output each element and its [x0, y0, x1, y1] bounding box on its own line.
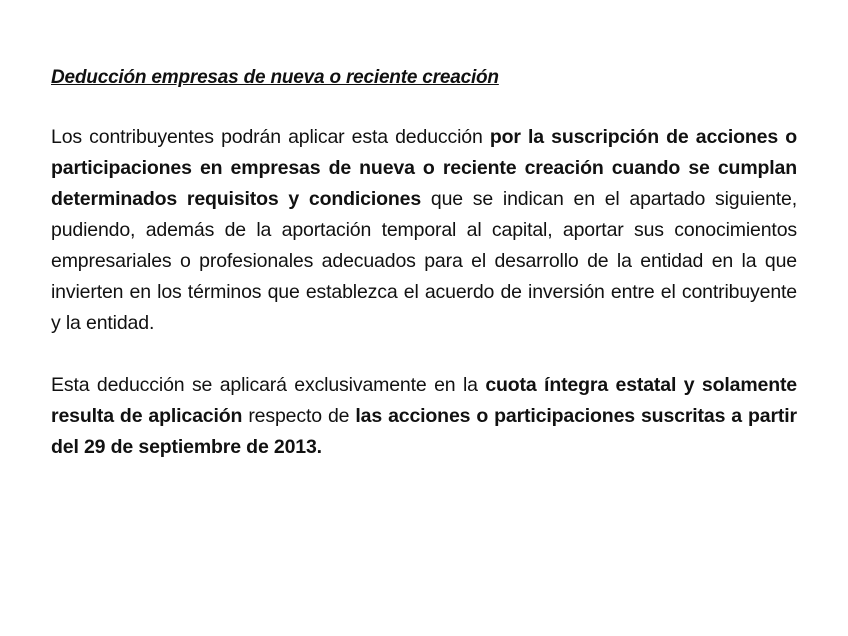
- paragraph1-text-rest: que se indican en el apartado siguiente, pudiendo, además de la aportación temporal al capital, aportar sus conocimientos empresariales o profesionales adecuados para el desarrollo de la entidad en la que invierten en los términos que establezca el acuerdo de inversión entre el contribuyente y la entidad.: [51, 188, 797, 334]
- paragraph2-text-intro: Esta deducción se aplicará exclusivamente en la: [51, 374, 486, 396]
- document-title: Deducción empresas de nueva o reciente creación: [51, 67, 499, 88]
- document-page: [51, 64, 797, 463]
- paragraph1-text-intro: Los contribuyentes podrán aplicar esta deducción: [51, 126, 490, 148]
- paragraph2-text-bold-1: cuota íntegra estatal y solamente resulta de aplicación: [51, 374, 797, 427]
- paragraph2-text-middle: respecto de: [242, 405, 356, 427]
- paragraph2-text-bold-2: las acciones o participaciones suscritas a partir del 29 de septiembre de 2013.: [51, 405, 797, 458]
- paragraph-deduction-scope: [51, 370, 797, 463]
- paragraph1-text-bold: por la suscripción de acciones o participaciones en empresas de nueva o reciente creación cuando se cumplan determinados requisitos y condiciones: [51, 126, 797, 210]
- paragraph-deduction-description: [51, 122, 797, 339]
